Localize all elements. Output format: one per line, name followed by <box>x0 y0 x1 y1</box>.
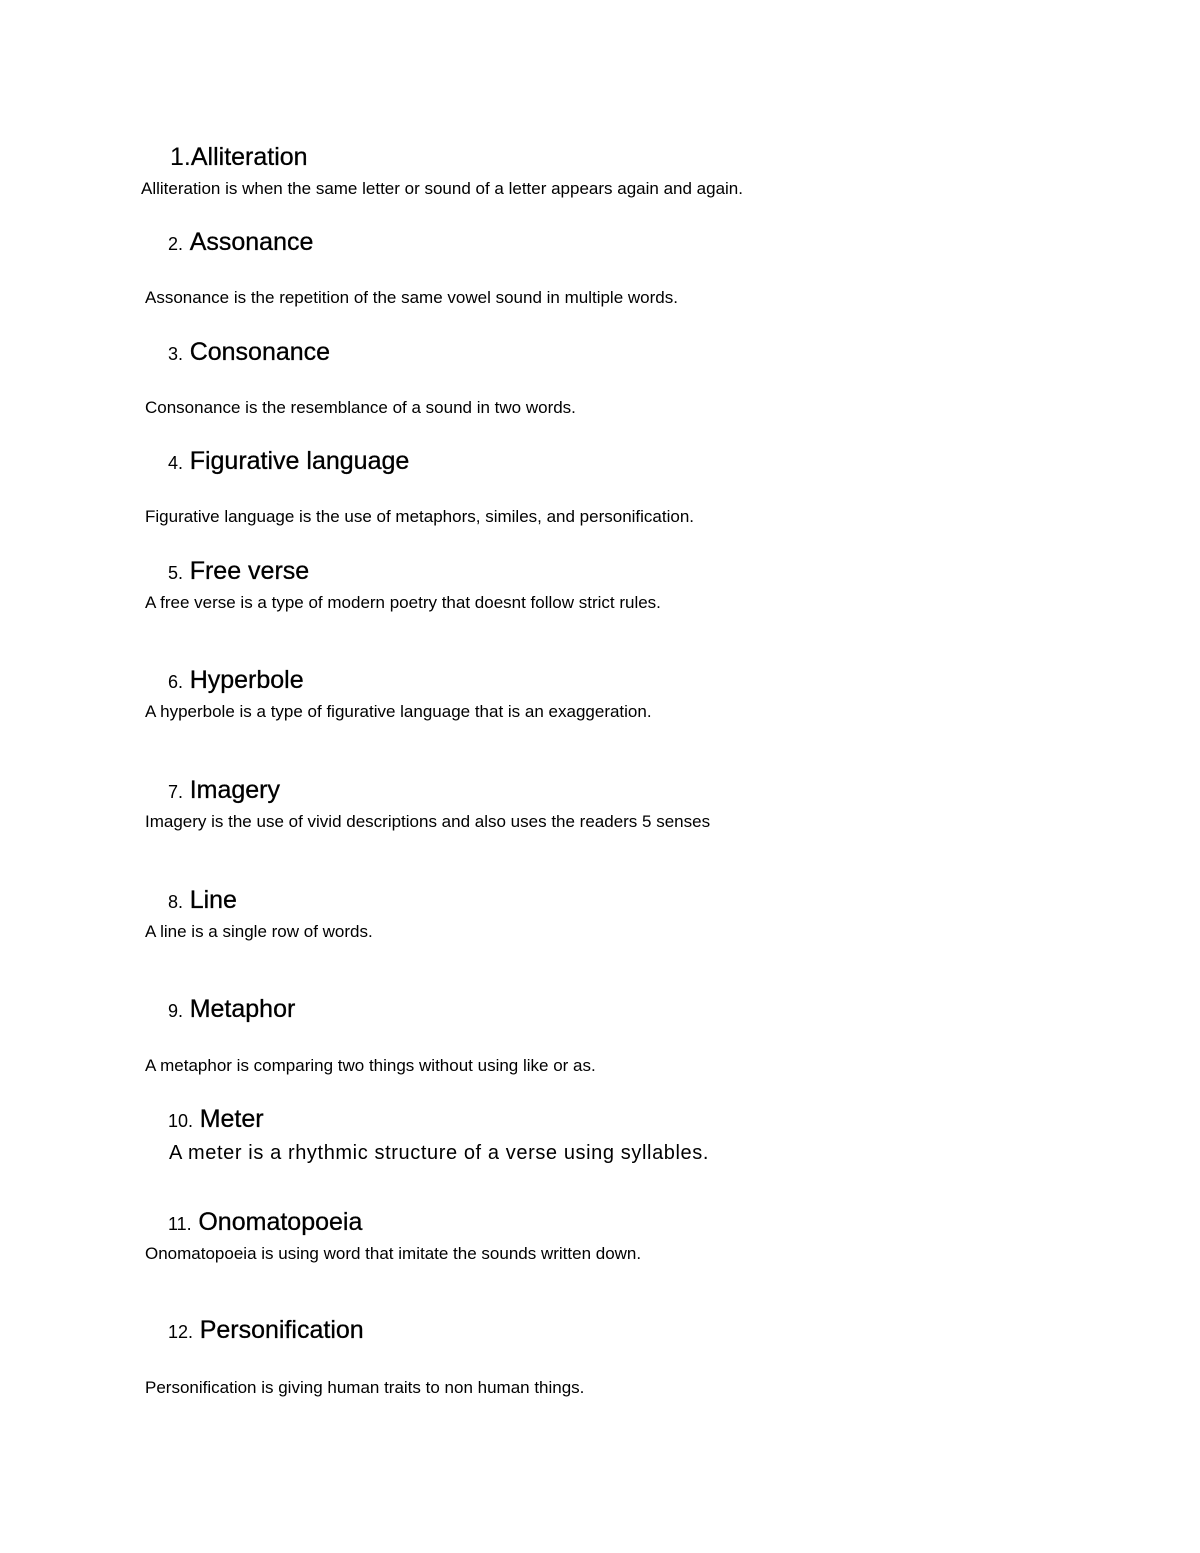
term-heading-imagery <box>168 778 280 803</box>
term-definition-assonance: Assonance is the repetition of the same vowel sound in multiple words. <box>145 288 678 307</box>
term-heading-figurative-language <box>168 449 409 474</box>
term-name: Imagery <box>189 776 280 804</box>
term-heading-alliteration <box>170 145 308 170</box>
term-definition-onomatopoeia: Onomatopoeia is using word that imitate the sounds written down. <box>145 1244 642 1263</box>
term-number: 8. <box>168 892 184 912</box>
term-name: Free verse <box>189 557 310 585</box>
term-heading-hyperbole <box>168 668 304 693</box>
term-number: 12. <box>168 1322 194 1342</box>
term-name: Personification <box>199 1316 364 1344</box>
term-name: Alliteration <box>190 143 308 171</box>
term-number: 2. <box>168 234 184 254</box>
term-heading-meter <box>168 1107 264 1132</box>
term-definition-alliteration: Alliteration is when the same letter or sound of a letter appears again and again. <box>141 179 743 198</box>
term-name: Onomatopoeia <box>198 1208 363 1236</box>
term-number: 3. <box>168 344 184 364</box>
term-definition-free-verse: A free verse is a type of modern poetry that doesnt follow strict rules. <box>145 593 661 612</box>
term-number: 5. <box>168 563 184 583</box>
term-heading-personification <box>168 1318 364 1343</box>
term-definition-line: A line is a single row of words. <box>145 922 373 941</box>
term-number: 7. <box>168 782 184 802</box>
term-heading-consonance <box>168 340 330 365</box>
term-name: Figurative language <box>189 447 410 475</box>
term-number: 1. <box>170 143 191 171</box>
term-name: Consonance <box>189 338 331 366</box>
term-number: 9. <box>168 1001 184 1021</box>
term-name: Meter <box>199 1105 264 1133</box>
term-definition-hyperbole: A hyperbole is a type of figurative language that is an exaggeration. <box>145 702 652 721</box>
term-name: Hyperbole <box>189 666 304 694</box>
term-name: Assonance <box>189 228 314 256</box>
term-definition-figurative-language: Figurative language is the use of metaphors, similes, and personification. <box>145 507 695 526</box>
term-name: Line <box>189 886 237 914</box>
term-definition-imagery: Imagery is the use of vivid descriptions and also uses the readers 5 senses <box>145 812 711 831</box>
term-definition-meter: A meter is a rhythmic structure of a verse using syllables. <box>169 1142 710 1164</box>
term-heading-line <box>168 888 237 913</box>
term-definition-personification: Personification is giving human traits to non human things. <box>145 1378 585 1397</box>
term-number: 6. <box>168 672 184 692</box>
term-heading-onomatopoeia <box>168 1210 362 1235</box>
term-definition-consonance: Consonance is the resemblance of a sound in two words. <box>145 398 576 417</box>
term-number: 11. <box>168 1214 192 1234</box>
term-heading-assonance <box>168 230 313 255</box>
term-heading-metaphor <box>168 997 295 1022</box>
term-heading-free-verse <box>168 559 309 584</box>
term-number: 10. <box>168 1111 194 1131</box>
term-number: 4. <box>168 453 184 473</box>
term-name: Metaphor <box>189 995 296 1023</box>
term-definition-metaphor: A metaphor is comparing two things without using like or as. <box>145 1056 596 1075</box>
